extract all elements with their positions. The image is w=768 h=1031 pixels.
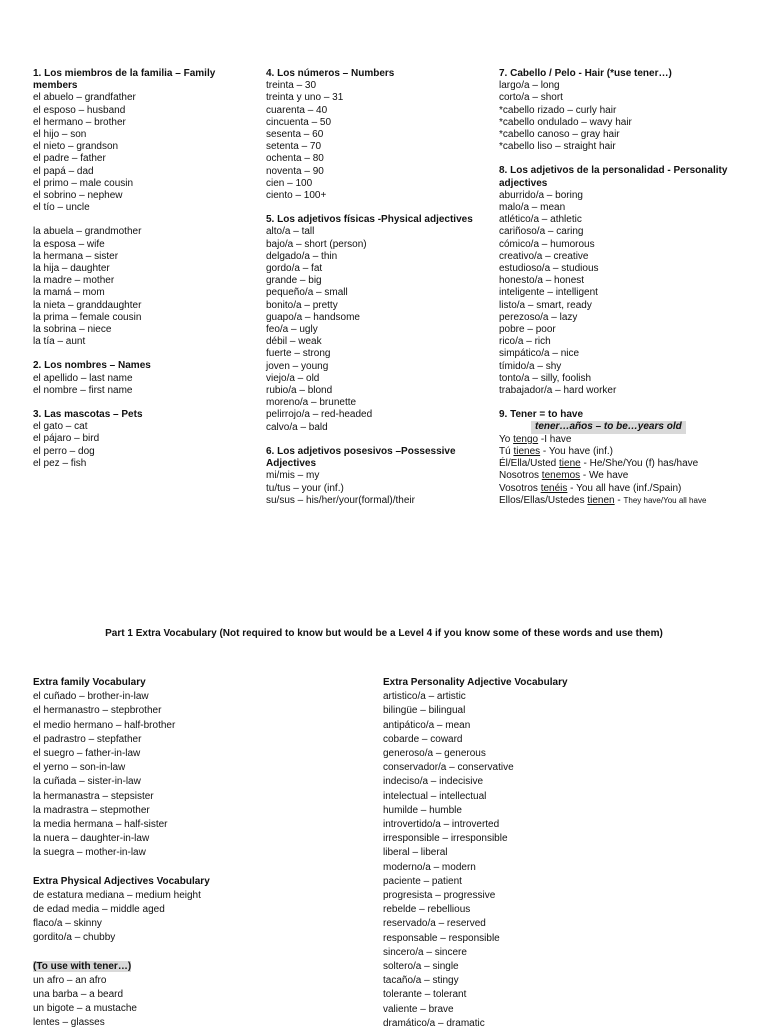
vocab-item: dramático/a – dramatic	[383, 1017, 485, 1029]
vocab-item: la prima – female cousin	[33, 311, 142, 323]
vocab-item: treinta y uno – 31	[266, 92, 344, 104]
tener-row	[499, 495, 739, 507]
tener-row	[499, 434, 739, 446]
vocab-item: ochenta – 80	[266, 153, 324, 165]
vocab-item: rubio/a – blond	[266, 385, 333, 397]
vocab-item: bilingüe – bilingual	[383, 705, 466, 717]
vocab-item: guapo/a – handsome	[266, 311, 360, 323]
vocab-item: el cuñado – brother-in-law	[33, 691, 149, 703]
extra-personality-list	[383, 690, 703, 1031]
tener-verb: tiene	[559, 458, 581, 470]
vocab-item: malo/a – mean	[499, 202, 566, 214]
vocab-item: tu/tus – your (inf.)	[266, 482, 344, 494]
tener-meaning: - He/She/You (f) has/have	[580, 458, 699, 470]
vocab-item: sesenta – 60	[266, 129, 324, 141]
vocab-item: la madre – mother	[33, 275, 115, 287]
vocab-item: liberal – liberal	[383, 847, 448, 859]
vocab-item: viejo/a – old	[266, 372, 320, 384]
vocab-item: el gato – cat	[33, 421, 88, 433]
tener-verb: tenéis	[540, 482, 568, 494]
vocab-item: el sobrino – nephew	[33, 190, 123, 202]
section-title-names: 2. Los nombres – Names	[33, 360, 151, 372]
vocab-item: gordito/a – chubby	[33, 932, 116, 944]
vocab-item: generoso/a – generous	[383, 748, 486, 760]
tener-row	[499, 470, 739, 482]
numbers-list	[266, 80, 486, 202]
vocab-item: bajo/a – short (person)	[266, 238, 367, 250]
vocab-item: atlético/a – athletic	[499, 214, 582, 226]
vocab-item: trabajador/a – hard worker	[499, 385, 617, 397]
vocab-item: responsable – responsible	[383, 932, 500, 944]
vocab-item: valiente – brave	[383, 1003, 454, 1015]
column-extra-personality	[383, 676, 703, 1031]
tener-row	[499, 446, 739, 458]
vocab-item: el padrastro – stepfather	[33, 733, 142, 745]
vocab-item: cincuenta – 50	[266, 116, 332, 128]
vocab-item: el papá – dad	[33, 165, 94, 177]
tener-subject: Él/Ella/Usted	[499, 458, 560, 470]
vocab-item: la hermana – sister	[33, 250, 119, 262]
vocab-item: la nieta – granddaughter	[33, 299, 142, 311]
vocab-item: el pájaro – bird	[33, 433, 100, 445]
vocab-item: lentes – glasses	[33, 1017, 105, 1029]
vocab-item: progresista – progressive	[383, 890, 496, 902]
vocab-item: la hija – daughter	[33, 263, 110, 275]
vocab-item: la cuñada – sister-in-law	[33, 776, 141, 788]
hair-list	[499, 80, 739, 153]
vocab-item: un bigote – a mustache	[33, 1003, 137, 1015]
vocab-item: flaco/a – skinny	[33, 918, 102, 930]
vocab-item: joven – young	[266, 360, 329, 372]
extra-physical-list	[33, 889, 353, 946]
vocab-item: listo/a – smart, ready	[499, 299, 592, 311]
vocab-item: la esposa – wife	[33, 238, 105, 250]
vocab-item: pelirrojo/a – red-headed	[266, 409, 373, 421]
vocab-item: ciento – 100+	[266, 190, 327, 202]
section-title-hair: 7. Cabello / Pelo - Hair (*use tener…)	[499, 68, 672, 79]
vocab-item: débil – weak	[266, 336, 322, 348]
tener-subtitle: tener…años – to be…years old	[531, 421, 686, 433]
vocab-item: *cabello ondulado – wavy hair	[499, 116, 632, 128]
vocab-item: el pez – fish	[33, 457, 87, 469]
section-title-extra-personality: Extra Personality Adjective Vocabulary	[383, 677, 568, 688]
vocab-item: una barba – a beard	[33, 989, 124, 1001]
vocab-item: el padre – father	[33, 153, 106, 165]
vocab-item: el suegro – father-in-law	[33, 748, 141, 760]
vocab-item: rico/a – rich	[499, 336, 551, 348]
vocab-item: honesto/a – honest	[499, 275, 585, 287]
tener-meaning: - We have	[580, 470, 629, 482]
vocab-item: bonito/a – pretty	[266, 299, 338, 311]
vocab-item: *cabello rizado – curly hair	[499, 104, 617, 116]
section-title-family: 1. Los miembros de la familia – Family members	[33, 68, 216, 92]
column-numbers-physical	[266, 68, 486, 507]
part1-heading: Part 1 Extra Vocabulary (Not required to know but would be a Level 4 if you know some of these words and use them)	[105, 628, 663, 639]
section-title-tener: 9. Tener = to have	[499, 409, 584, 421]
vocab-item: creativo/a – creative	[499, 250, 589, 262]
extra-tener-list	[33, 974, 353, 1031]
vocab-item: cobarde – coward	[383, 733, 463, 745]
vocab-item: rebelde – rebellious	[383, 904, 471, 916]
tener-row	[499, 483, 739, 495]
vocab-item: introvertido/a – introverted	[383, 819, 500, 831]
tener-meaning: -I have	[538, 433, 572, 445]
section-title-tener-use: (To use with tener…)	[33, 960, 132, 972]
vocab-item: un afro – an afro	[33, 974, 107, 986]
vocab-item: el primo – male cousin	[33, 177, 134, 189]
tener-row	[499, 458, 739, 470]
vocab-item: cuarenta – 40	[266, 104, 328, 116]
tener-meaning-small: They have/You all have	[623, 495, 707, 505]
vocab-item: el apellido – last name	[33, 372, 133, 384]
vocab-item: noventa – 90	[266, 165, 324, 177]
section-title-pets: 3. Las mascotas – Pets	[33, 409, 143, 421]
vocab-item: tacaño/a – stingy	[383, 975, 459, 987]
vocab-item: pobre – poor	[499, 324, 556, 336]
vocab-item: sincero/a – sincere	[383, 946, 467, 958]
column-extra-family-physical	[33, 676, 353, 1031]
tener-meaning: - You all have (inf./Spain)	[567, 482, 682, 494]
vocab-item: artistico/a – artistic	[383, 691, 466, 703]
vocab-item: el hermano – brother	[33, 116, 126, 128]
pets-list	[33, 421, 248, 470]
vocab-item: estudioso/a – studious	[499, 263, 599, 275]
vocab-item: de estatura mediana – medium height	[33, 889, 201, 901]
vocab-item: el medio hermano – half-brother	[33, 719, 176, 731]
vocab-item: perezoso/a – lazy	[499, 311, 578, 323]
vocab-item: tímido/a – shy	[499, 360, 562, 372]
vocab-item: cien – 100	[266, 177, 313, 189]
vocab-item: delgado/a – thin	[266, 250, 338, 262]
vocab-item: cómico/a – humorous	[499, 238, 595, 250]
vocab-item: cariñoso/a – caring	[499, 226, 584, 238]
vocab-item: corto/a – short	[499, 92, 563, 104]
vocab-item: fuerte – strong	[266, 348, 331, 360]
vocab-item: feo/a – ugly	[266, 324, 318, 336]
vocab-item: el hermanastro – stepbrother	[33, 705, 162, 717]
tener-subject: Nosotros	[499, 470, 542, 482]
vocab-item: moreno/a – brunette	[266, 397, 357, 409]
column-family	[33, 68, 248, 470]
section-title-extra-family: Extra family Vocabulary	[33, 677, 146, 688]
vocab-item: pequeño/a – small	[266, 287, 348, 299]
vocab-item: tolerante – tolerant	[383, 989, 467, 1001]
vocab-item: el esposo – husband	[33, 104, 126, 116]
vocab-item: inteligente – intelligent	[499, 287, 598, 299]
vocab-item: conservador/a – conservative	[383, 762, 514, 774]
vocab-item: el nieto – grandson	[33, 141, 119, 153]
tener-meaning: -	[614, 494, 624, 506]
personality-list	[499, 190, 739, 397]
vocab-item: la media hermana – half-sister	[33, 819, 168, 831]
column-hair-personality	[499, 68, 739, 507]
tener-subject: Ellos/Ellas/Ustedes	[499, 494, 588, 506]
vocab-item: grande – big	[266, 275, 322, 287]
vocab-item: la hermanastra – stepsister	[33, 790, 154, 802]
vocab-item: soltero/a – single	[383, 961, 459, 973]
extra-family-list	[33, 690, 353, 860]
tener-subject: Vosotros	[499, 482, 541, 494]
names-list	[33, 373, 248, 397]
tener-verb: tenemos	[541, 470, 581, 482]
vocab-item: el tío – uncle	[33, 202, 90, 214]
vocab-item: la tía – aunt	[33, 336, 86, 348]
vocab-item: treinta – 30	[266, 80, 317, 92]
section-title-personality: 8. Los adjetivos de la personalidad - Personality adjectives	[499, 165, 728, 189]
tener-verb: tengo	[513, 433, 539, 445]
section-title-numbers: 4. Los números – Numbers	[266, 68, 395, 79]
vocab-item: moderno/a – modern	[383, 861, 476, 873]
section-title-physical: 5. Los adjetivos físicas -Physical adjectives	[266, 214, 473, 226]
tener-conjugation-list	[499, 434, 739, 507]
vocab-item: gordo/a – fat	[266, 263, 323, 275]
vocab-item: alto/a – tall	[266, 226, 315, 238]
vocab-item: tonto/a – silly, foolish	[499, 372, 592, 384]
vocab-item: la sobrina – niece	[33, 324, 112, 336]
vocab-item: el hijo – son	[33, 129, 87, 141]
vocab-item: *cabello canoso – gray hair	[499, 129, 620, 141]
vocab-item: *cabello liso – straight hair	[499, 141, 616, 153]
tener-meaning: - You have (inf.)	[540, 445, 613, 457]
family-feminine-list	[33, 226, 248, 348]
vocab-item: largo/a – long	[499, 80, 560, 92]
vocab-item: su/sus – his/her/your(formal)/their	[266, 494, 415, 506]
vocab-item: calvo/a – bald	[266, 421, 328, 433]
section-title-possessive: 6. Los adjetivos posesivos –Possessive Adjectives	[266, 445, 456, 470]
vocab-item: intelectual – intellectual	[383, 790, 487, 802]
possessive-list	[266, 470, 486, 507]
vocab-item: paciente – patient	[383, 875, 462, 887]
vocab-item: aburrido/a – boring	[499, 189, 583, 201]
vocab-item: de edad media – middle aged	[33, 904, 165, 916]
vocab-item: la abuela – grandmother	[33, 226, 142, 238]
tener-subject: Yo	[499, 433, 514, 445]
vocab-item: la nuera – daughter-in-law	[33, 833, 150, 845]
physical-list	[266, 226, 486, 433]
tener-verb: tienen	[587, 494, 615, 506]
tener-subject: Tú	[499, 445, 514, 457]
vocab-item: irresponsible – irresponsible	[383, 833, 508, 845]
vocab-item: el abuelo – grandfather	[33, 92, 136, 104]
tener-verb: tienes	[513, 445, 541, 457]
vocab-item: la mamá – mom	[33, 287, 105, 299]
vocab-item: antipático/a – mean	[383, 719, 471, 731]
vocab-item: el nombre – first name	[33, 384, 133, 396]
vocab-item: el perro – dog	[33, 445, 95, 457]
vocab-item: setenta – 70	[266, 141, 322, 153]
vocab-item: reservado/a – reserved	[383, 918, 486, 930]
family-masculine-list	[33, 92, 248, 214]
vocab-item: la suegra – mother-in-law	[33, 847, 146, 859]
vocab-item: simpático/a – nice	[499, 348, 580, 360]
vocab-item: el yerno – son-in-law	[33, 762, 126, 774]
section-title-extra-physical: Extra Physical Adjectives Vocabulary	[33, 875, 210, 887]
vocab-item: mi/mis – my	[266, 470, 320, 482]
vocab-item: indeciso/a – indecisive	[383, 776, 484, 788]
vocab-item: la madrastra – stepmother	[33, 804, 150, 816]
vocab-item: humilde – humble	[383, 804, 462, 816]
